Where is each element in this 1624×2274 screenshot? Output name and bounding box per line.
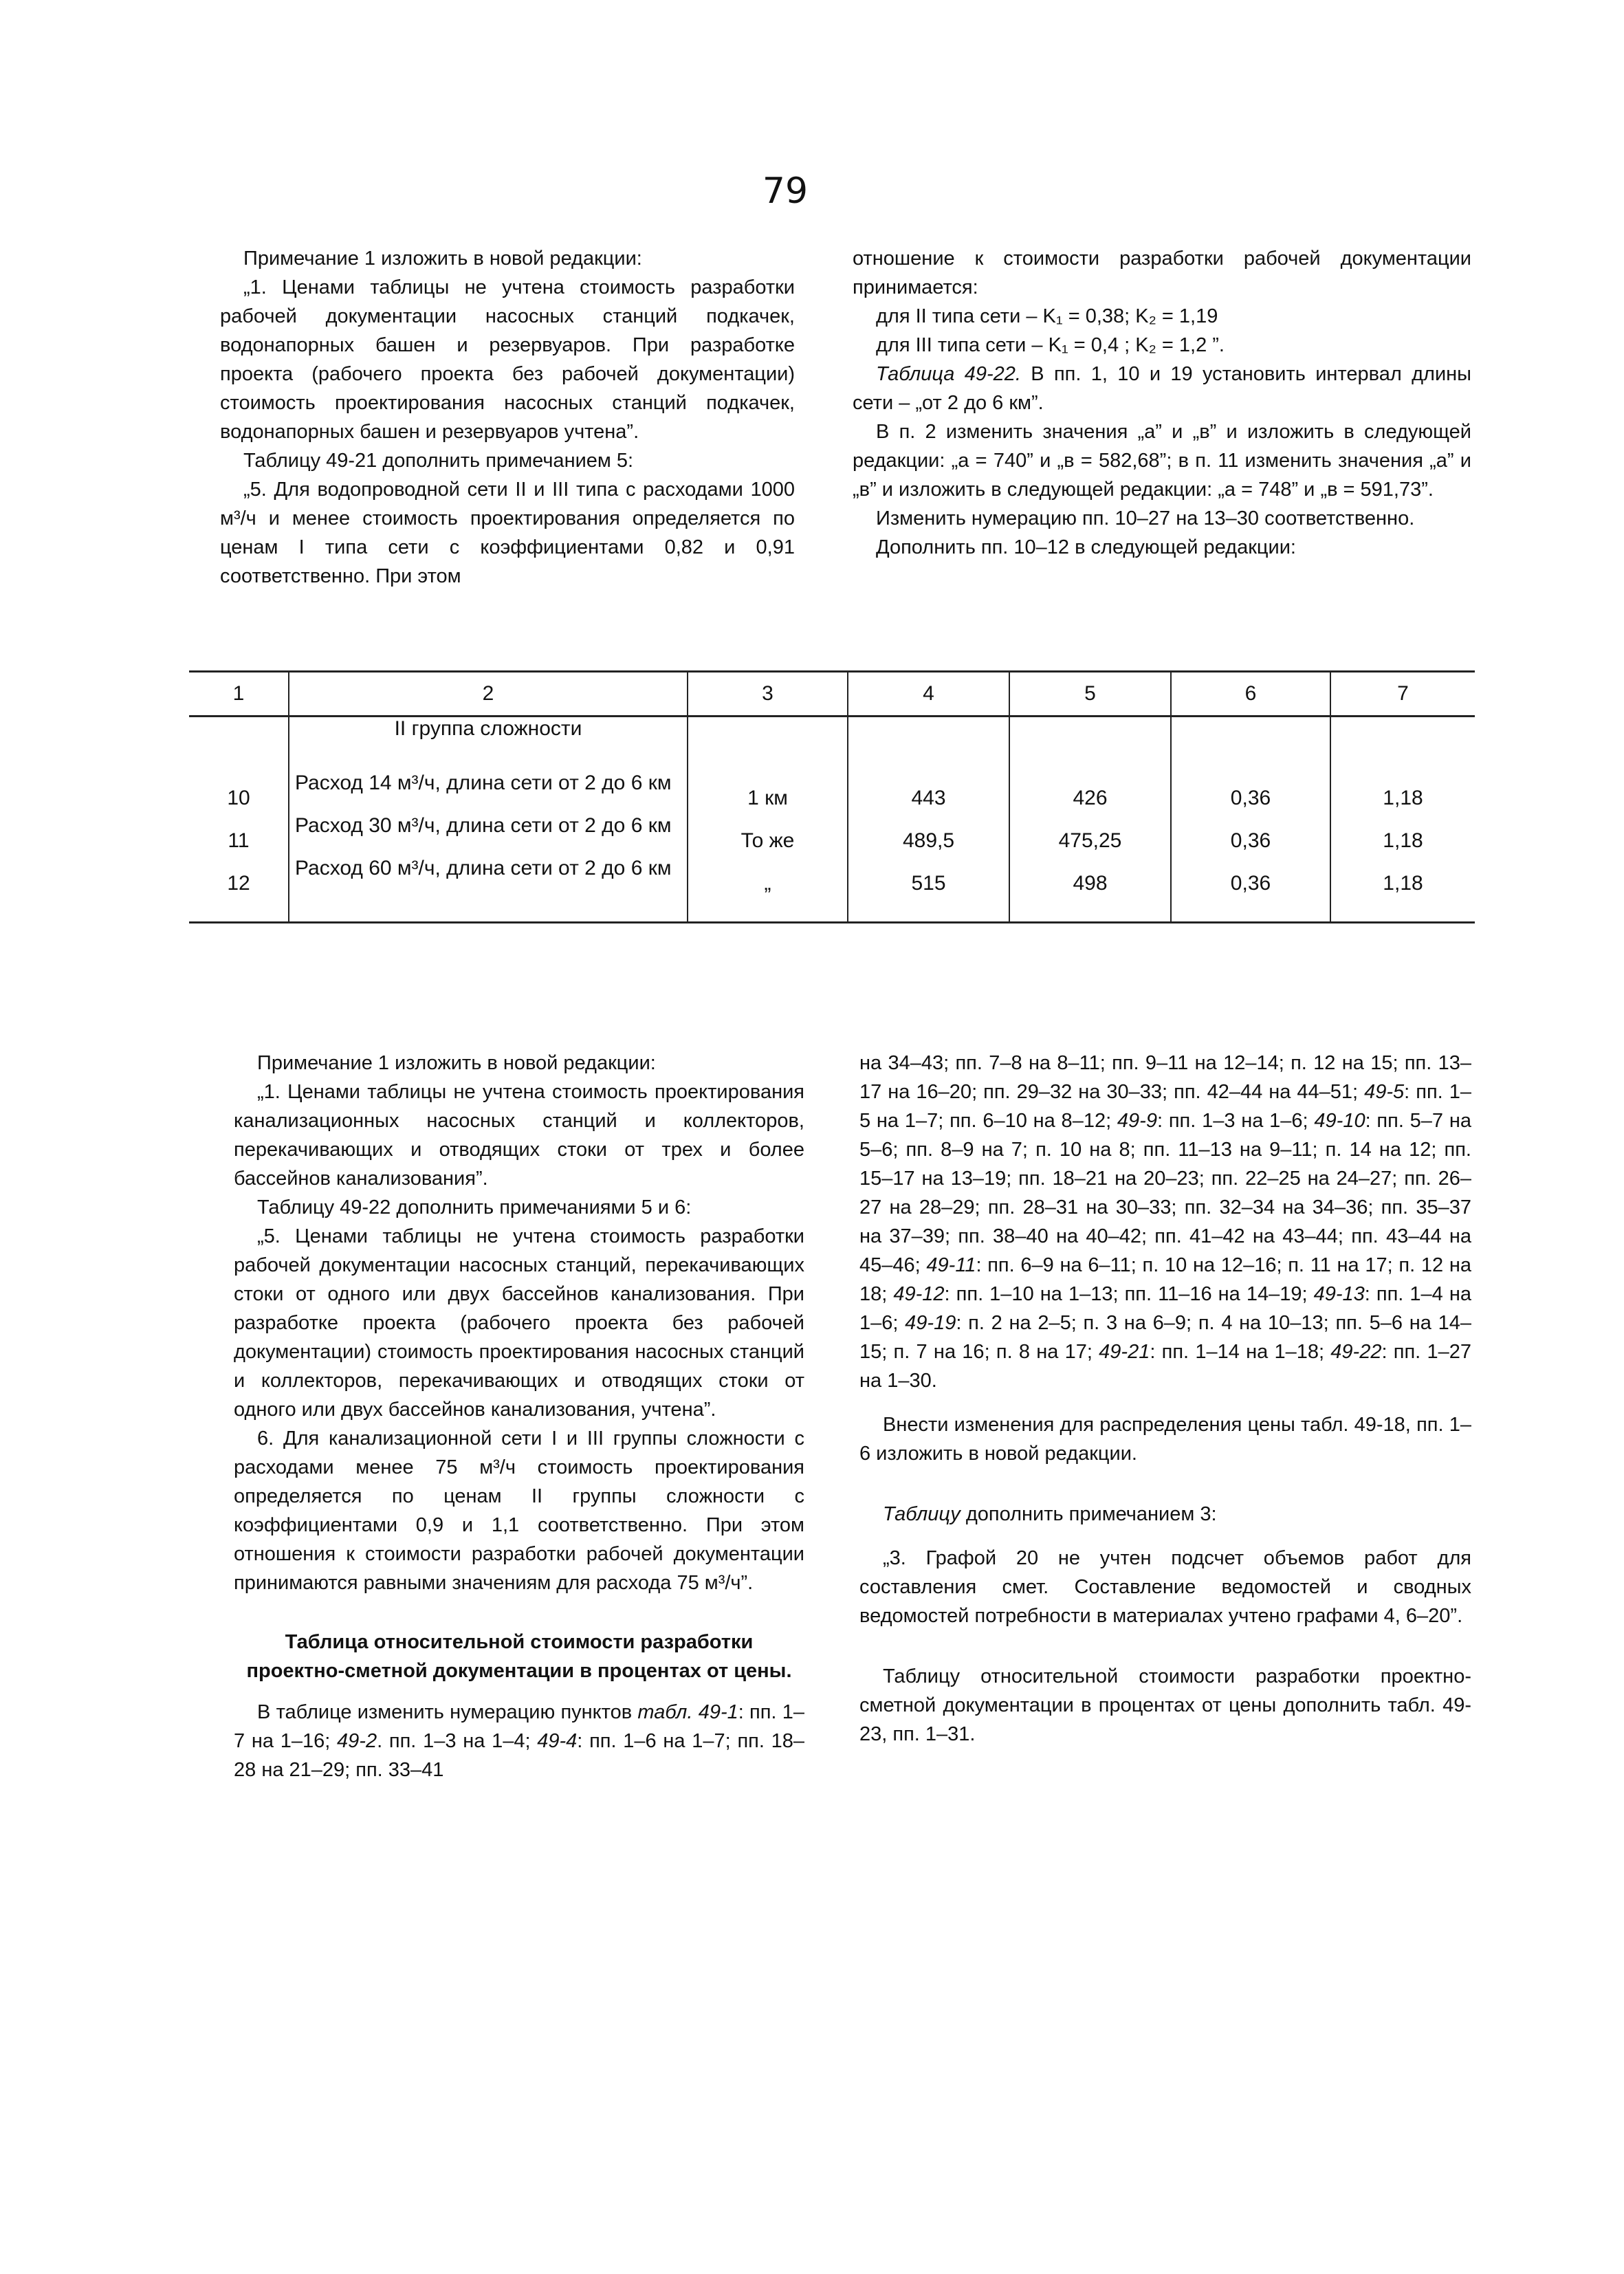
table-reference: 49-13 xyxy=(1313,1283,1365,1305)
table-reference: 49-4 xyxy=(537,1730,578,1752)
cell: 1 км xyxy=(688,769,848,812)
text: : пп. 1–3 на 1–6; xyxy=(1156,1110,1315,1132)
table-reference: 49-22 xyxy=(1330,1341,1382,1363)
text: : пп. 1–14 на 1–18; xyxy=(1150,1341,1331,1363)
table-reference: Таблицу xyxy=(883,1503,961,1525)
paragraph: Дополнить пп. 10–12 в следующей редакции: xyxy=(876,536,1296,558)
bottom-right-column xyxy=(859,1049,1471,1749)
table-reference: Таблица 49-22. xyxy=(876,363,1021,385)
cell: 1,18 xyxy=(1330,855,1475,923)
paragraph: Примечание 1 изложить в новой редакции: xyxy=(243,248,642,270)
cell: 426 xyxy=(1009,769,1171,812)
header-cell: 4 xyxy=(848,672,1009,717)
data-table xyxy=(189,670,1475,923)
cell: 0,36 xyxy=(1171,812,1330,855)
top-left-column xyxy=(220,244,795,591)
paragraph: Таблицу относительной стоимости разработки проектно-сметной документации в процентах от цены дополнить табл. 49-23, пп. 1–31. xyxy=(859,1665,1471,1745)
cell: То же xyxy=(688,812,848,855)
cell: 10 xyxy=(227,787,250,809)
top-right-column xyxy=(853,244,1471,562)
header-cell: 6 xyxy=(1171,672,1330,717)
paragraph-text: В пп. 1, 10 и 19 установить интервал длины сети – „от 2 до 6 км”. xyxy=(853,363,1472,414)
cell: 475,25 xyxy=(1009,812,1171,855)
cell: 498 xyxy=(1009,855,1171,923)
group-row xyxy=(189,717,1475,770)
paragraph xyxy=(859,1049,1471,1395)
paragraph xyxy=(234,1698,804,1784)
paragraph: Таблицу 49-21 дополнить примечанием 5: xyxy=(243,450,634,472)
paragraph: „5. Для водопроводной сети II и III типа с расходами 1000 м³/ч и менее стоимость проектирования определяется по ценам I типа сети с коэффициентами 0,82 и 0,91 соответственно. При этом xyxy=(220,479,795,587)
text: : пп. 1–6 на 1–7; пп. 18–28 на 21–29; пп. 33–41 xyxy=(234,1730,805,1781)
section-heading: Таблица относительной стоимости разработки проектно-сметной документации в процентах от цены. xyxy=(246,1631,792,1682)
header-cell: 5 xyxy=(1009,672,1171,717)
table-header-row xyxy=(189,672,1475,717)
paragraph: Примечание 1 изложить в новой редакции: xyxy=(257,1052,656,1074)
table-reference: табл. 49-1 xyxy=(637,1701,738,1723)
paragraph: Внести изменения для распределения цены табл. 49-18, пп. 1–6 изложить в новой редакции. xyxy=(859,1414,1471,1465)
table-row xyxy=(189,812,1475,855)
cell: „ xyxy=(688,855,848,923)
text: В таблице изменить нумерацию пунктов xyxy=(257,1701,638,1723)
paragraph: „3. Графой 20 не учтен подсчет объемов работ для составления смет. Составление ведомостей и сводных ведомостей потребности в материалах учтено графами 4, 6–20”. xyxy=(859,1547,1471,1627)
cell: 1,18 xyxy=(1330,769,1475,812)
table-reference: 49-19 xyxy=(905,1312,956,1334)
table-reference: 49-9 xyxy=(1117,1110,1157,1132)
header-cell: 7 xyxy=(1330,672,1475,717)
text: дополнить примечанием 3: xyxy=(960,1503,1217,1525)
paragraph xyxy=(859,1500,1471,1529)
paragraph: для II типа сети – K₁ = 0,38; K₂ = 1,19 xyxy=(876,305,1218,327)
paragraph: „5. Ценами таблицы не учтена стоимость разработки рабочей документации насосных станций, перекачивающих стоки от одного или двух бассейнов канализования. При разработке проекта (рабочего проекта без рабочей документации) стоимость проектирования насосных станций и коллекторов, перекачивающих и отводящих стоки от одного или двух бассейнов канализования, учтена”. xyxy=(234,1225,804,1421)
table-reference: 49-5 xyxy=(1364,1081,1405,1103)
cell: Расход 30 м³/ч, длина сети от 2 до 6 км xyxy=(289,812,688,855)
cell: 489,5 xyxy=(848,812,1009,855)
header-cell: 3 xyxy=(688,672,848,717)
paragraph: В п. 2 изменить значения „а” и „в” и изложить в следующей редакции: „а = 740” и „в = 582,68”; в п. 11 изменить значения „а” и „в” и изложить в следующей редакции: „а = 748” и „в = 591,73”. xyxy=(853,421,1471,501)
cell: Расход 60 м³/ч, длина сети от 2 до 6 км xyxy=(289,855,688,923)
header-cell: 2 xyxy=(289,672,688,717)
paragraph: 6. Для канализационной сети I и III группы сложности с расходами менее 75 м³/ч стоимость проектирования определяется по ценам II группы сложности с коэффициентами 0,9 и 1,1 соответственно. При этом отношения к стоимости разработки рабочей документации принимаются равными значениям для расхода 75 м³/ч”. xyxy=(234,1428,804,1594)
text: : пп. 1–7 на 1–16; xyxy=(234,1701,804,1752)
paragraph: „1. Ценами таблицы не учтена стоимость проектирования канализационных насосных станций и коллекторов, перекачивающих и отводящих стоки от трех и более бассейнов канализования”. xyxy=(234,1081,804,1190)
text: на 34–43; пп. 7–8 на 8–11; пп. 9–11 на 12–14; п. 12 на 15; пп. 13–17 на 16–20; пп. 29–32 на 30–33; пп. 42–44 на 44–51; xyxy=(859,1052,1471,1103)
text: : пп. 1–10 на 1–13; пп. 11–16 на 14–19; xyxy=(944,1283,1314,1305)
text: . пп. 1–3 на 1–4; xyxy=(377,1730,538,1752)
bottom-left-column xyxy=(234,1049,804,1784)
paragraph xyxy=(853,360,1471,417)
text: : пп. 6–9 на 6–11; п. 10 на 12–16; п. 11 на 17; п. 12 на 18; xyxy=(859,1254,1471,1305)
table-reference: 49-21 xyxy=(1099,1341,1150,1363)
cell: 11 xyxy=(228,829,250,852)
table-row xyxy=(189,769,1475,812)
cell: Расход 14 м³/ч, длина сети от 2 до 6 км xyxy=(289,769,688,812)
text: : пп. 1–4 на 1–6; xyxy=(859,1283,1471,1334)
table-reference: 49-11 xyxy=(926,1254,976,1276)
text: : п. 2 на 2–5; п. 3 на 6–9; п. 4 на 10–13; пп. 5–6 на 14–15; п. 7 на 16; п. 8 на 17; xyxy=(859,1312,1471,1363)
paragraph: Таблицу 49-22 дополнить примечаниями 5 и 6: xyxy=(257,1196,692,1218)
text: : пп. 1–27 на 1–30. xyxy=(859,1341,1471,1392)
cell: 0,36 xyxy=(1171,769,1330,812)
paragraph: „1. Ценами таблицы не учтена стоимость разработки рабочей документации насосных станций подкачек, водонапорных башен и резервуаров. При разработке проекта (рабочего проекта без рабочей документации) стоимость проектирования насосных станций подкачек, водонапорных башен и резервуаров учтена”. xyxy=(220,276,795,443)
paragraph: отношение к стоимости разработки рабочей документации принимается: xyxy=(853,248,1471,298)
table-reference: 49-12 xyxy=(893,1283,945,1305)
text: : пп. 1–5 на 1–7; пп. 6–10 на 8–12; xyxy=(859,1081,1471,1132)
cell: 1,18 xyxy=(1330,812,1475,855)
cell: 443 xyxy=(848,769,1009,812)
cell: 0,36 xyxy=(1171,855,1330,923)
header-cell: 1 xyxy=(189,672,289,717)
page-number: 79 xyxy=(762,171,809,212)
text: : пп. 5–7 на 5–6; пп. 8–9 на 7; п. 10 на 8; пп. 11–13 на 9–11; п. 14 на 12; пп. 15–17 на 13–19; пп. 18–21 на 20–23; пп. 22–25 на 24–27; пп. 26–27 на 28–29; пп. 28–31 на 30–33; пп. 32–34 на 34–36; пп. 35–37 на 37–39; пп. 38–40 на 40–42; пп. 41–42 на 43–44; пп. 43–44 на 45–46; xyxy=(859,1110,1471,1276)
table-reference: 49-10 xyxy=(1314,1110,1365,1132)
cell: 515 xyxy=(848,855,1009,923)
cell: 12 xyxy=(189,855,289,923)
group-label: II группа сложности xyxy=(289,717,688,770)
paragraph: для III типа сети – K₁ = 0,4 ; K₂ = 1,2 ”. xyxy=(876,334,1225,356)
paragraph: Изменить нумерацию пп. 10–27 на 13–30 соответственно. xyxy=(876,507,1415,529)
table-reference: 49-2 xyxy=(337,1730,377,1752)
table-row xyxy=(189,855,1475,923)
